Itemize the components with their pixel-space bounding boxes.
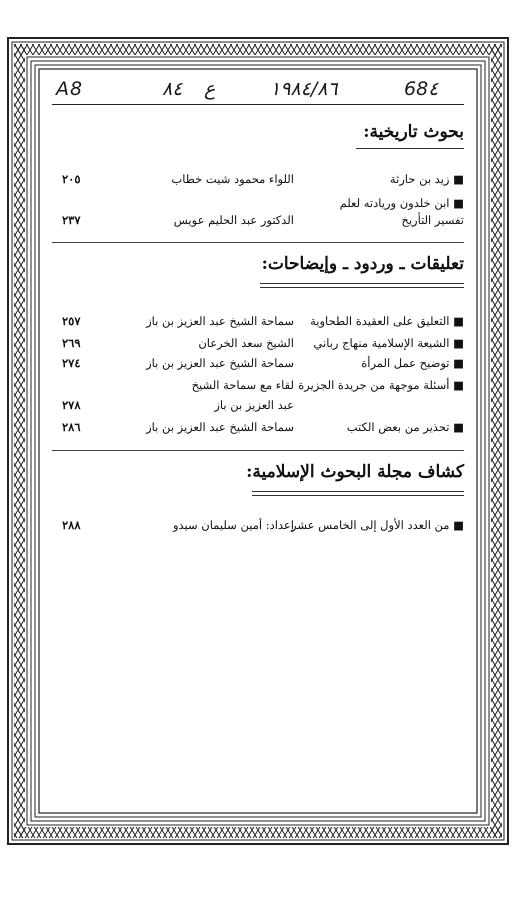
toc-entry: [52, 398, 464, 418]
toc-entry: [52, 336, 464, 356]
entry-page: ٢٧٨: [62, 398, 81, 412]
entry-author: لقاء مع سماحة الشيخ: [191, 378, 294, 392]
handwriting-underline: [52, 104, 464, 105]
entry-title: ■ زيد بن حارثة: [389, 172, 464, 186]
toc-entry: [52, 213, 464, 233]
entry-title: ■ توضيح عمل المرأة: [361, 356, 464, 370]
toc-entry: [52, 172, 464, 192]
section-divider: [52, 450, 464, 451]
section-title-comments: تعليقات ـ وردود ـ وإيضاحات:: [261, 254, 464, 274]
entry-title: ■ ابن خلدون وريادته لعلم: [339, 196, 464, 210]
handwritten-code-right: 68٤: [404, 78, 439, 100]
section-divider: [52, 242, 464, 243]
entry-author: الشيخ سعد الخرعان: [198, 336, 294, 350]
toc-entry: [52, 378, 464, 398]
entry-author: إعداد: أمين سليمان سيدو: [172, 518, 294, 532]
handwritten-code-mid1: ٨٤: [162, 78, 183, 100]
entry-page: ٢٣٧: [62, 213, 81, 227]
entry-title: ■ الشيعة الإسلامية منهاج رباني: [313, 336, 464, 350]
entry-page: ٢٧٤: [62, 356, 81, 370]
entry-title: ■ التعليق على العقيدة الطحاوية: [310, 314, 464, 328]
toc-entry: [52, 518, 464, 538]
entry-author: سماحة الشيخ عبد العزيز بن باز: [146, 420, 294, 434]
toc-entry: [52, 314, 464, 334]
section-title-index: كشاف مجلة البحوث الإسلامية:: [246, 462, 464, 482]
toc-entry: [52, 356, 464, 376]
section-rule: [260, 283, 464, 284]
section-rule: [356, 148, 464, 149]
entry-author: الدكتور عبد الحليم عويس: [173, 213, 294, 227]
entry-page: ٢٦٩: [62, 336, 81, 350]
entry-page: ٢٥٧: [62, 314, 81, 328]
entry-page: ٢٠٥: [62, 172, 81, 186]
entry-title: ■ من العدد الأول إلى الخامس عشر: [291, 518, 464, 532]
section-rule: [252, 491, 464, 492]
entry-title: ■ أسئلة موجهة من جريدة الجزيرة: [298, 378, 464, 392]
entry-title: ■ تحذير من بعض الكتب: [346, 420, 464, 434]
entry-title: تفسير التأريخ: [401, 213, 464, 227]
toc-entry: [52, 420, 464, 440]
section-rule: [260, 287, 464, 288]
entry-author: سماحة الشيخ عبد العزيز بن باز: [146, 356, 294, 370]
entry-author: عبد العزيز بن باز: [214, 398, 294, 412]
entry-author: سماحة الشيخ عبد العزيز بن باز: [146, 314, 294, 328]
section-rule: [252, 495, 464, 496]
content-area: [52, 78, 464, 818]
entry-page: ٢٨٦: [62, 420, 81, 434]
handwritten-date: ١٩٨٤/٨٦: [270, 78, 338, 100]
handwritten-code-left: A8: [56, 78, 84, 100]
handwritten-code-mid2: ع: [204, 78, 216, 100]
section-title-historical: بحوث تاريخية:: [363, 122, 464, 142]
entry-page: ٢٨٨: [62, 518, 81, 532]
entry-author: اللواء محمود شيت خطاب: [171, 172, 294, 186]
